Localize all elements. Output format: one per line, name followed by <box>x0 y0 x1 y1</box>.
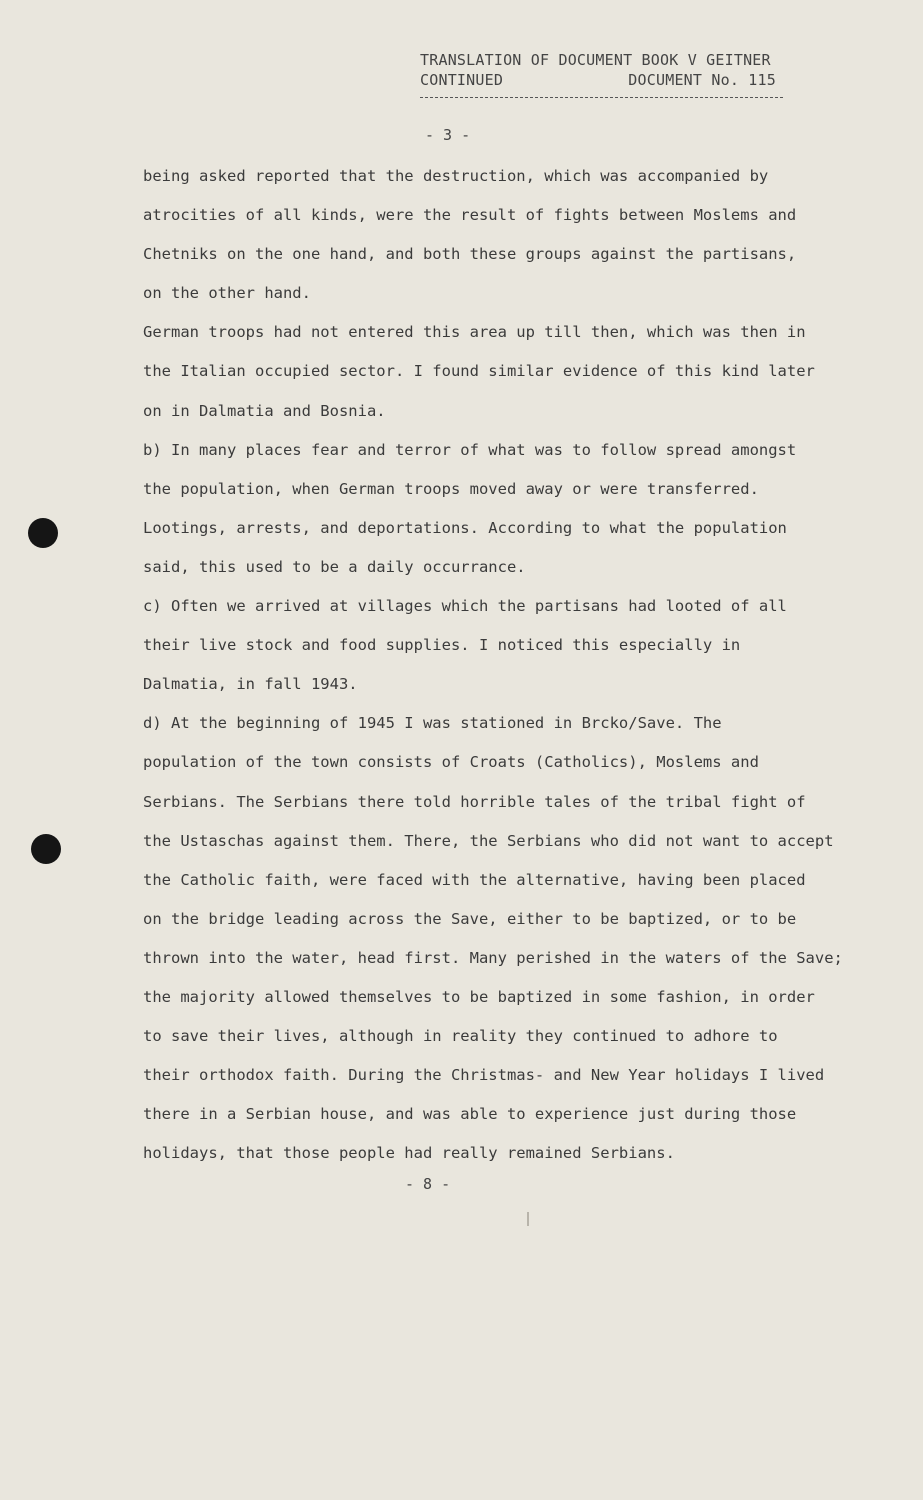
page-marker-top: - 3 - <box>425 126 471 144</box>
body-line: c) Often we arrived at villages which the partisans had looted of all <box>143 597 787 616</box>
document-header <box>420 50 790 90</box>
body-line: population of the town consists of Croats (Catholics), Moslems and <box>143 753 759 772</box>
body-text <box>143 163 883 1179</box>
body-line: on the bridge leading across the Save, either to be baptized, or to be <box>143 909 797 928</box>
header-document-number: DOCUMENT No. 115 <box>628 71 776 89</box>
body-line: atrocities of all kinds, were the result of fights between Moslems and <box>143 206 797 225</box>
body-line: the Ustaschas against them. There, the Serbians who did not want to accept <box>143 831 834 850</box>
page-marker-bottom: - 8 - <box>405 1175 451 1193</box>
body-line: the Catholic faith, were faced with the alternative, having been placed <box>143 870 806 889</box>
body-line: being asked reported that the destruction, which was accompanied by <box>143 167 769 185</box>
header-title: TRANSLATION OF DOCUMENT BOOK V GEITNER <box>420 51 771 69</box>
body-line: said, this used to be a daily occurrance. <box>143 557 526 576</box>
header-subline <box>420 70 776 90</box>
header-continued: CONTINUED <box>420 71 504 89</box>
punch-hole <box>28 518 58 548</box>
body-line: the majority allowed themselves to be baptized in some fashion, in order <box>143 987 815 1006</box>
body-line: b) In many places fear and terror of what was to follow spread amongst <box>143 440 797 459</box>
body-line: Chetniks on the one hand, and both these groups against the partisans, <box>143 245 797 264</box>
body-line: Lootings, arrests, and deportations. According to what the population <box>143 518 787 537</box>
body-line: to save their lives, although in reality they continued to adhore to <box>143 1027 778 1046</box>
body-line: Dalmatia, in fall 1943. <box>143 675 358 694</box>
header-underline <box>420 97 783 98</box>
body-line: their live stock and food supplies. I noticed this especially in <box>143 636 741 655</box>
body-line: the Italian occupied sector. I found similar evidence of this kind later <box>143 362 815 381</box>
paper-mark <box>527 1212 529 1226</box>
body-line: there in a Serbian house, and was able to experience just during those <box>143 1105 797 1124</box>
body-line: Serbians. The Serbians there told horrible tales of the tribal fight of <box>143 792 806 811</box>
body-line: on the other hand. <box>143 284 311 303</box>
body-line: thrown into the water, head first. Many perished in the waters of the Save; <box>143 948 843 967</box>
punch-hole <box>31 834 61 864</box>
body-line: the population, when German troops moved away or were transferred. <box>143 479 759 498</box>
body-line: German troops had not entered this area up till then, which was then in <box>143 323 806 342</box>
body-line: on in Dalmatia and Bosnia. <box>143 401 386 420</box>
body-line: d) At the beginning of 1945 I was stationed in Brcko/Save. The <box>143 714 722 733</box>
body-line: their orthodox faith. During the Christmas- and New Year holidays I lived <box>143 1066 825 1085</box>
body-line: holidays, that those people had really remained Serbians. <box>143 1144 675 1163</box>
